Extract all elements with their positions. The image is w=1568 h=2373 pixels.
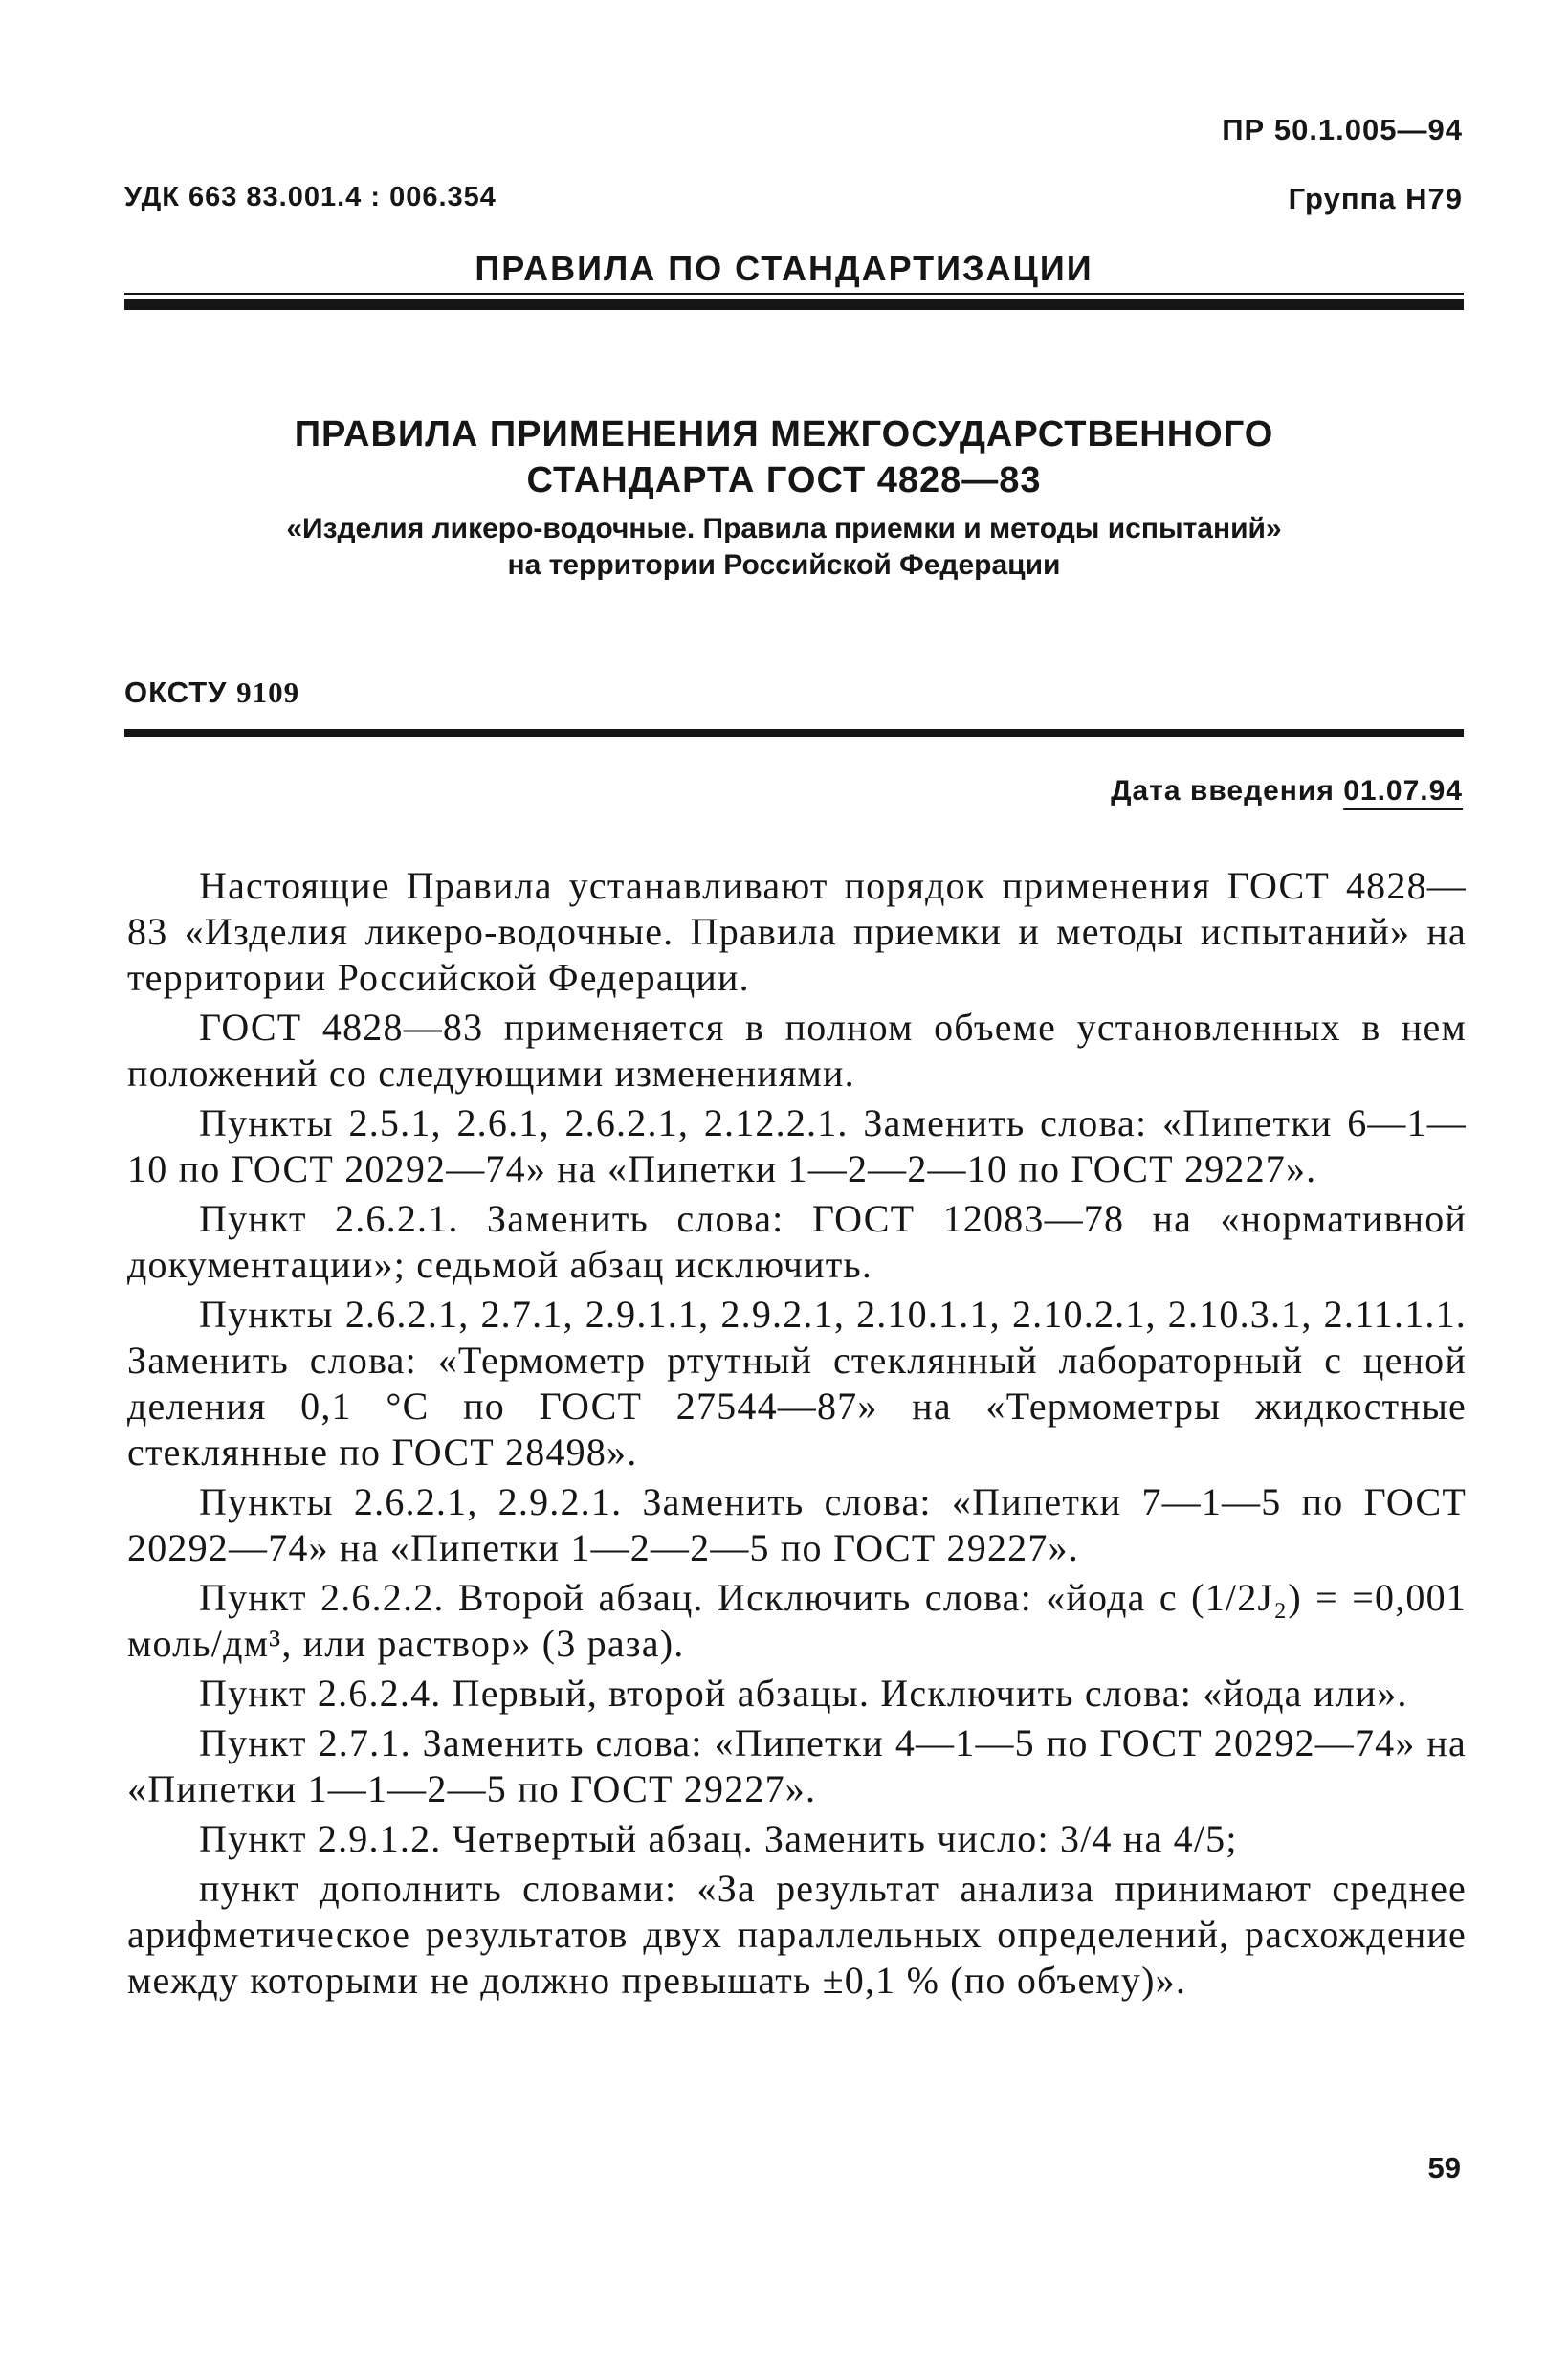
paragraph: Пункты 2.6.2.1, 2.9.2.1. Заменить слова: «Пипетки 7—1—5 по ГОСТ 20292—74» на «Пипетки 1—2—2—5 по ГОСТ 29227». bbox=[127, 1480, 1467, 1569]
subtitle-line-1: «Изделия ликеро-водочные. Правила приемки и методы испытаний» bbox=[286, 513, 1282, 544]
paragraph: Пункт 2.6.2.2. Второй абзац. Исключить слова: «йода с (1/2J₂) = =0,001 моль/дм³, или раствор» (3 раза). bbox=[127, 1576, 1467, 1665]
document-body bbox=[127, 863, 1467, 2007]
document-subtitle bbox=[0, 511, 1568, 584]
paragraph: пункт дополнить словами: «За результат анализа принимают среднее арифметическое результатов двух параллельных определений, расхождение между которыми не должно превышать ±0,1 % (по объему)». bbox=[127, 1867, 1467, 2002]
paragraph: Настоящие Правила устанавливают порядок применения ГОСТ 4828—83 «Изделия ликеро-водочные. Правила приемки и методы испытаний» на территории Российской Федерации. bbox=[127, 864, 1467, 999]
paragraph: Пункты 2.6.2.1, 2.7.1, 2.9.1.1, 2.9.2.1, 2.10.1.1, 2.10.2.1, 2.10.3.1, 2.11.1.1. Заменить слова: «Термометр ртутный стеклянный лабораторный с ценой деления 0,1 °С по ГОСТ 27544—87» на «Термометры жидкостные стеклянные по ГОСТ 28498». bbox=[127, 1293, 1467, 1474]
subtitle-line-2: на территории Российской Федерации bbox=[507, 549, 1061, 581]
group-code: Группа Н79 bbox=[1288, 182, 1463, 215]
introduction-date-label: Дата введения bbox=[1111, 775, 1335, 807]
document-title bbox=[0, 411, 1568, 503]
paragraph: ГОСТ 4828—83 применяется в полном объеме установленных в нем положений со следующими изменениями. bbox=[127, 1006, 1467, 1095]
okstu-label: ОКСТУ bbox=[124, 676, 228, 709]
series-title: ПРАВИЛА ПО СТАНДАРТИЗАЦИИ bbox=[475, 249, 1093, 288]
okstu-code bbox=[124, 676, 299, 710]
page-number: 59 bbox=[1427, 2151, 1461, 2184]
paragraph: Пункт 2.6.2.1. Заменить слова: ГОСТ 12083—78 на «нормативной документации»; седьмой абзац исключить. bbox=[127, 1197, 1467, 1286]
title-line-1: ПРАВИЛА ПРИМЕНЕНИЯ МЕЖГОСУДАРСТВЕННОГО bbox=[294, 414, 1274, 455]
paragraph: Пункты 2.5.1, 2.6.1, 2.6.2.1, 2.12.2.1. Заменить слова: «Пипетки 6—1—10 по ГОСТ 20292—74» на «Пипетки 1—2—2—10 по ГОСТ 29227». bbox=[127, 1101, 1467, 1190]
introduction-date-value: 01.07.94 bbox=[1343, 775, 1463, 807]
okstu-rule bbox=[124, 729, 1464, 737]
paragraph: Пункт 2.9.1.2. Четвертый абзац. Заменить число: 3/4 на 4/5; bbox=[199, 1817, 1238, 1860]
title-line-2: СТАНДАРТА ГОСТ 4828—83 bbox=[526, 460, 1042, 500]
udk-code: УДК 663 83.001.4 : 006.354 bbox=[124, 182, 497, 212]
paragraph: Пункт 2.7.1. Заменить слова: «Пипетки 4—1—5 по ГОСТ 20292—74» на «Пипетки 1—1—2—5 по ГОСТ 29227». bbox=[127, 1721, 1467, 1810]
document-code: ПР 50.1.005—94 bbox=[1222, 113, 1463, 146]
introduction-date bbox=[1111, 775, 1463, 808]
header-rule-thick bbox=[124, 299, 1464, 310]
header-rule-thin bbox=[124, 293, 1464, 295]
okstu-value: 9109 bbox=[236, 676, 300, 709]
paragraph: Пункт 2.6.2.4. Первый, второй абзацы. Исключить слова: «йода или». bbox=[199, 1672, 1408, 1715]
